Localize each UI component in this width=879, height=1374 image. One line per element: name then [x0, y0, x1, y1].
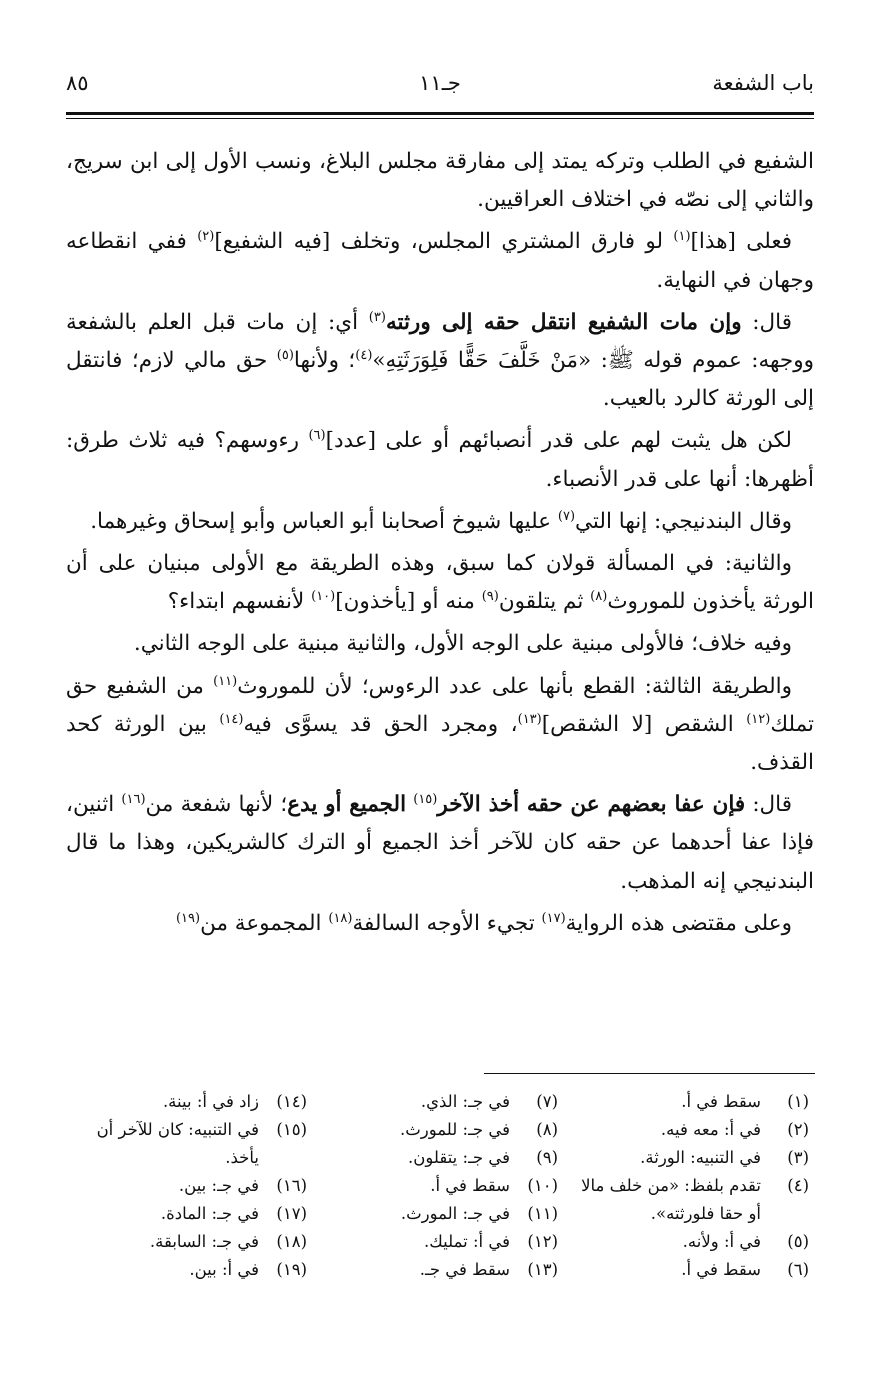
- footnotes: [60, 1088, 813, 1284]
- footnote-column-3: [60, 1088, 311, 1284]
- footnote-item: [315, 1088, 558, 1116]
- volume-number: جـ١١: [419, 71, 461, 95]
- footnote-text: في أ: ولأنه.: [682, 1232, 761, 1251]
- footnote-number: (٩): [536, 1148, 558, 1167]
- footnote-text: في التنبيه: كان للآخر أن يأخذ.: [96, 1120, 259, 1167]
- footnote-number: (١): [787, 1092, 809, 1111]
- footnote-number: (١٢): [527, 1232, 558, 1251]
- footnote-number: (١٧): [276, 1204, 307, 1223]
- footnote-number: (٥): [787, 1232, 809, 1251]
- footnote-column-1: [562, 1088, 813, 1284]
- paragraph-p2: فعلى [هذا]$^{(١)}$ لو فارق المشتري المجلس، وتخلف [فيه الشفيع]$^{(٢)}$ ففي انقطاعه وجهان في النهاية.: [66, 229, 814, 293]
- footnote-number: (٨): [536, 1120, 558, 1139]
- footnote-text: زاد في أ: بينة.: [162, 1092, 259, 1111]
- main-text: [66, 143, 814, 943]
- paragraph-p7: وفيه خلاف؛ فالأولى مبنية على الوجه الأول، والثانية مبنية على الوجه الثاني.: [133, 631, 792, 657]
- footnote-number: (٧): [536, 1092, 558, 1111]
- chapter-title: باب الشفعة: [712, 71, 814, 95]
- footnote-text: سقط في أ.: [430, 1176, 510, 1195]
- footnote-number: (١٠): [527, 1176, 558, 1195]
- footnote-column-2: [311, 1088, 562, 1284]
- footnote-item: [315, 1172, 558, 1200]
- footnote-item: [566, 1088, 809, 1116]
- paragraph-p3: قال: وإن مات الشفيع انتقل حقه إلى ورثته$^{(٣)}$ أي: إن مات قبل العلم بالشفعة ووجهه: عموم قوله ﷺ: «مَنْ خَلَّفَ حَقًّا فَلِوَرَثَتِهِ»$^{(٤)}$؛ ولأنها$^{(٥)}$ حق مالي لازم؛ فانتقل إلى الورثة كالرد بالعيب.: [66, 309, 814, 412]
- footnote-item: [566, 1256, 809, 1284]
- footnote-item: [64, 1088, 307, 1116]
- footnote-item: [315, 1116, 558, 1144]
- footnote-text: في جـ: المادة.: [160, 1204, 259, 1223]
- footnote-text: في أ: تمليك.: [424, 1232, 510, 1251]
- footnote-text: في جـ: يتقلون.: [408, 1148, 510, 1167]
- footnote-number: (٦): [787, 1260, 809, 1279]
- footnote-item: [315, 1228, 558, 1256]
- footnote-text: سقط في أ.: [681, 1092, 761, 1111]
- footnote-text: في أ: معه فيه.: [660, 1120, 761, 1139]
- page-content: [66, 68, 814, 947]
- footnote-text: في جـ: الذي.: [420, 1092, 510, 1111]
- footnote-number: (١١): [527, 1204, 558, 1223]
- footnote-number: (١٤): [276, 1092, 307, 1111]
- footnote-item: [64, 1172, 307, 1200]
- footnote-item: [566, 1228, 809, 1256]
- footnote-number: (١٥): [276, 1120, 307, 1139]
- footnote-number: (١٨): [276, 1232, 307, 1251]
- footnote-text: في التنبيه: الورثة.: [640, 1148, 761, 1167]
- page-number: ٨٥: [66, 71, 89, 95]
- footnote-text: في جـ: السابقة.: [149, 1232, 259, 1251]
- footnote-number: (٤): [787, 1176, 809, 1195]
- footnote-text: سقط في أ.: [681, 1260, 761, 1279]
- footnote-number: (١٦): [276, 1176, 307, 1195]
- footnote-separator: [484, 1073, 815, 1074]
- footnote-item: [64, 1116, 307, 1172]
- paragraph-p6: والثانية: في المسألة قولان كما سبق، وهذه الطريقة مع الأولى مبنيان على أن الورثة يأخذون للموروث$^{(٨)}$ ثم يتلقون$^{(٩)}$ منه أو [يأخذون]$^{(١٠)}$ لأنفسهم ابتداء؟: [66, 551, 814, 615]
- footnote-number: (١٣): [527, 1260, 558, 1279]
- footnote-text: في جـ: المورث.: [400, 1204, 510, 1223]
- footnote-number: (٣): [787, 1148, 809, 1167]
- footnote-item: [64, 1200, 307, 1228]
- running-header: [66, 68, 814, 102]
- paragraph-p10: وعلى مقتضى هذه الرواية$^{(١٧)}$ تجيء الأوجه السالفة$^{(١٨)}$ المجموعة من$^{(١٩)}$: [175, 910, 792, 936]
- paragraph-p8: والطريقة الثالثة: القطع بأنها على عدد الرءوس؛ لأن للموروث$^{(١١)}$ من الشفيع حق تملك$^{(١٢)}$ الشقص [لا الشقص]$^{(١٣)}$، ومجرد الحق قد يسوَّى فيه$^{(١٤)}$ بين الورثة كحد القذف.: [66, 673, 814, 776]
- footnote-text: سقط في جـ.: [419, 1260, 510, 1279]
- footnote-item: [64, 1256, 307, 1284]
- footnote-text: في جـ: بين.: [178, 1176, 259, 1195]
- footnote-item: [64, 1228, 307, 1256]
- footnote-item: [566, 1144, 809, 1172]
- footnote-item: [315, 1200, 558, 1228]
- header-rule-thin: [66, 118, 814, 119]
- header-rule-thick: [66, 112, 814, 115]
- footnote-item: [566, 1116, 809, 1144]
- paragraph-p9: قال: فإن عفا بعضهم عن حقه أخذ الآخر$^{(١٥)}$ الجميع أو يدع؛ لأنها شفعة من$^{(١٦)}$ اثنين، فإذا عفا أحدهما عن حقه كان للآخر أخذ الجميع أو الترك كالشريكين، وهذا ما قال البندنيجي إنه المذهب.: [66, 792, 814, 894]
- footnote-text: تقدم بلفظ: «من خلف مالا أو حقا فلورثته».: [581, 1176, 761, 1223]
- footnote-text: في أ: بين.: [189, 1260, 259, 1279]
- footnote-item: [566, 1172, 809, 1228]
- paragraph-p4: لكن هل يثبت لهم على قدر أنصبائهم أو على [عدد]$^{(٦)}$ رءوسهم؟ فيه ثلاث طرق: أظهرها: أنها على قدر الأنصباء.: [66, 428, 814, 492]
- paragraph-p1: الشفيع في الطلب وتركه يمتد إلى مفارقة مجلس البلاغ، ونسب الأول إلى ابن سريج، والثاني إلى نصّه في اختلاف العراقيين.: [66, 149, 814, 213]
- footnote-item: [315, 1144, 558, 1172]
- footnote-text: في جـ: للمورث.: [399, 1120, 510, 1139]
- footnote-number: (١٩): [276, 1260, 307, 1279]
- paragraph-p5: وقال البندنيجي: إنها التي$^{(٧)}$ عليها شيوخ أصحابنا أبو العباس وأبو إسحاق وغيرهما.: [90, 508, 792, 534]
- footnote-item: [315, 1256, 558, 1284]
- footnote-number: (٢): [787, 1120, 809, 1139]
